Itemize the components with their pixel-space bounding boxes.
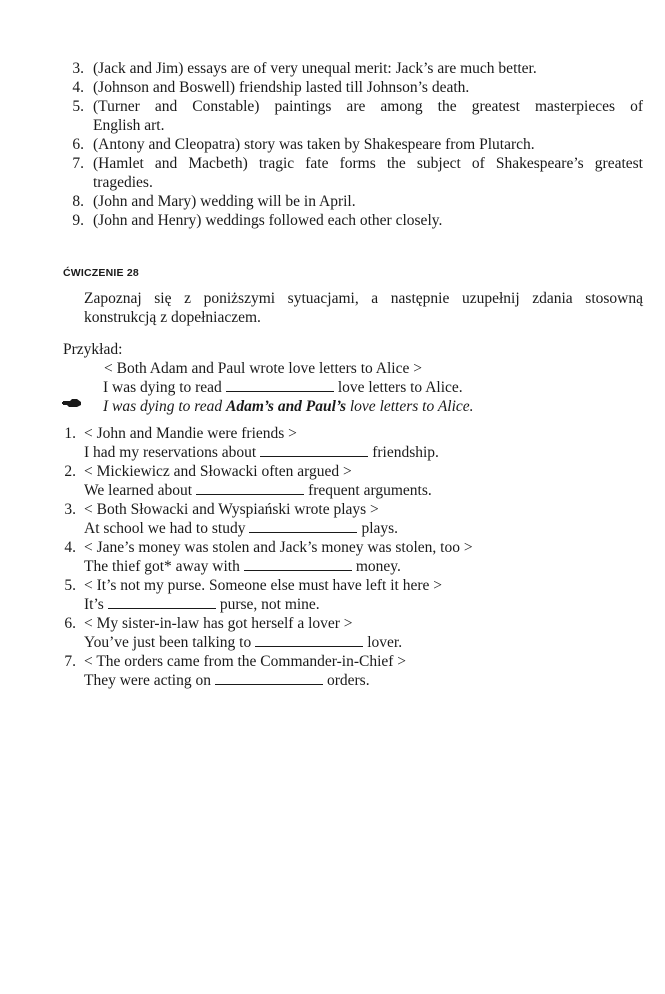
fill-sentence bbox=[84, 595, 320, 614]
sentence-end: money. bbox=[355, 558, 401, 575]
item-text: (John and Henry) weddings followed each other closely. bbox=[93, 212, 443, 229]
sentence-start: At school we had to study bbox=[84, 520, 246, 537]
sentence-end: friendship. bbox=[372, 444, 439, 461]
answer-blank[interactable] bbox=[260, 444, 368, 457]
list-item bbox=[0, 192, 665, 211]
item-number: 7. bbox=[64, 653, 76, 670]
item-number: 8. bbox=[72, 193, 84, 210]
pointing-hand-icon bbox=[62, 398, 82, 408]
list-item bbox=[0, 78, 665, 97]
fill-sentence bbox=[84, 443, 439, 462]
list-item bbox=[0, 211, 665, 230]
situation: < Both Słowacki and Wyspiański wrote plays > bbox=[84, 501, 379, 518]
example-label: Przykład: bbox=[63, 341, 123, 358]
example-situation: < Both Adam and Paul wrote love letters to Alice > bbox=[104, 360, 422, 377]
item-number: 6. bbox=[72, 136, 84, 153]
answer-possessive: Adam’s and Paul’s bbox=[226, 398, 346, 415]
answer-blank[interactable] bbox=[196, 482, 304, 495]
answer-blank[interactable] bbox=[249, 520, 357, 533]
situation: < John and Mandie were friends > bbox=[84, 425, 297, 442]
item-number: 3. bbox=[72, 60, 84, 77]
item-text: (Hamlet and Macbeth) tragic fate forms the subject of Shakespeare’s greatest bbox=[93, 155, 643, 172]
sentence-start: It’s bbox=[84, 596, 104, 613]
item-number: 4. bbox=[72, 79, 84, 96]
item-number: 5. bbox=[72, 98, 84, 115]
item-number: 7. bbox=[72, 155, 84, 172]
situation: < My sister-in-law has got herself a lover > bbox=[84, 615, 353, 632]
list-item bbox=[0, 135, 665, 154]
list-item bbox=[0, 97, 665, 135]
fill-sentence bbox=[84, 557, 401, 576]
situation: < It’s not my purse. Someone else must have left it here > bbox=[84, 577, 442, 594]
answer-start: I was dying to read bbox=[103, 398, 226, 415]
situation: < The orders came from the Commander-in-Chief > bbox=[84, 653, 407, 670]
fill-sentence bbox=[84, 633, 402, 652]
sentence-start: The thief got* away with bbox=[84, 558, 240, 575]
item-number: 2. bbox=[64, 463, 76, 480]
example-answer bbox=[103, 397, 474, 416]
instruction-line: Zapoznaj się z poniższymi sytuacjami, a następnie uzupełnij zdania stosowną bbox=[84, 290, 643, 307]
sentence-start: You’ve just been talking to bbox=[84, 634, 252, 651]
fill-sentence bbox=[84, 481, 432, 500]
item-number: 5. bbox=[64, 577, 76, 594]
item-text: (Johnson and Boswell) friendship lasted till Johnson’s death. bbox=[93, 79, 470, 96]
situation: < Mickiewicz and Słowacki often argued > bbox=[84, 463, 352, 480]
answer-blank[interactable] bbox=[108, 596, 216, 609]
exercise-heading: ĆWICZENIE 28 bbox=[63, 267, 139, 279]
item-text: (Jack and Jim) essays are of very unequal merit: Jack’s are much better. bbox=[93, 60, 537, 77]
sentence-start: They were acting on bbox=[84, 672, 211, 689]
item-number: 9. bbox=[72, 212, 84, 229]
example-sentence bbox=[103, 378, 463, 397]
answer-blank bbox=[226, 379, 334, 392]
exercise-instruction bbox=[84, 289, 643, 327]
answer-end: love letters to Alice. bbox=[346, 398, 474, 415]
sentence-start: I was dying to read bbox=[103, 379, 222, 396]
item-text-continued: English art. bbox=[93, 117, 165, 134]
sentence-start: We learned about bbox=[84, 482, 193, 499]
answer-blank[interactable] bbox=[244, 558, 352, 571]
sentence-end: frequent arguments. bbox=[308, 482, 432, 499]
sentence-start: I had my reservations about bbox=[84, 444, 257, 461]
item-number: 4. bbox=[64, 539, 76, 556]
fill-sentence bbox=[84, 671, 370, 690]
item-text: (Antony and Cleopatra) story was taken by Shakespeare from Plutarch. bbox=[93, 136, 535, 153]
list-item bbox=[0, 154, 665, 192]
item-text: (John and Mary) wedding will be in April. bbox=[93, 193, 356, 210]
sentence-end: orders. bbox=[326, 672, 370, 689]
sentence-end: lover. bbox=[367, 634, 403, 651]
item-number: 3. bbox=[64, 501, 76, 518]
item-number: 1. bbox=[64, 425, 76, 442]
situation: < Jane’s money was stolen and Jack’s money was stolen, too > bbox=[84, 539, 473, 556]
sentence-end: plays. bbox=[361, 520, 399, 537]
fill-sentence bbox=[84, 519, 398, 538]
answer-blank[interactable] bbox=[255, 634, 363, 647]
item-text: (Turner and Constable) paintings are among the greatest masterpieces of bbox=[93, 98, 643, 115]
item-text-continued: tragedies. bbox=[93, 174, 153, 191]
item-number: 6. bbox=[64, 615, 76, 632]
list-item bbox=[0, 59, 665, 78]
answer-blank[interactable] bbox=[215, 672, 323, 685]
sentence-end: love letters to Alice. bbox=[337, 379, 463, 396]
sentence-end: purse, not mine. bbox=[219, 596, 320, 613]
instruction-line: konstrukcją z dopełniaczem. bbox=[84, 309, 261, 326]
